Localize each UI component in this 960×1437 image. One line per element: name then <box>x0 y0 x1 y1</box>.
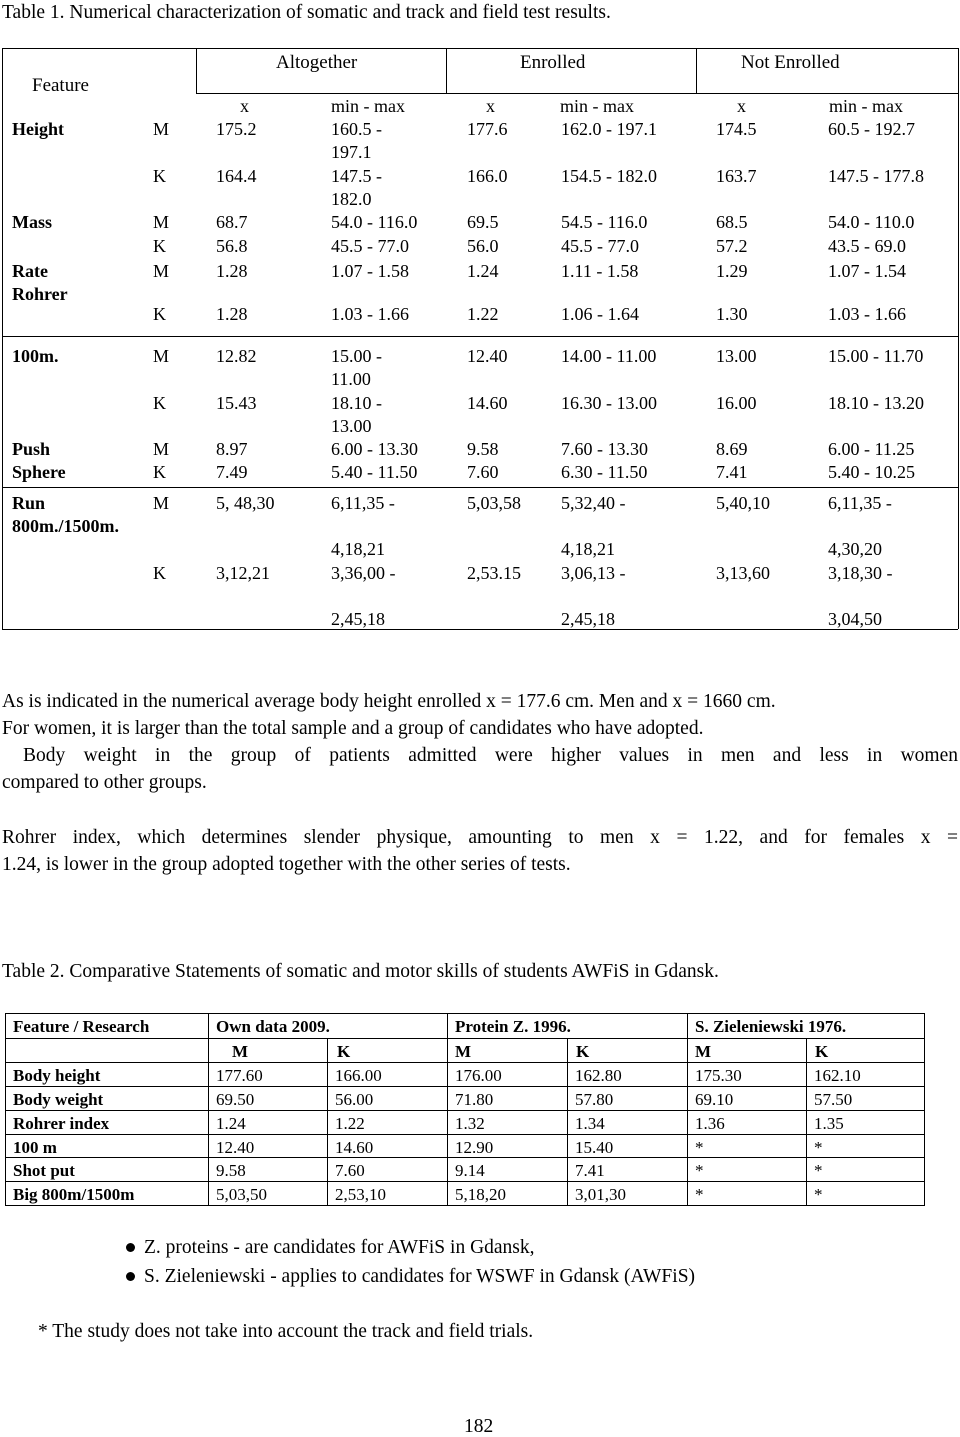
table-cell: 5.40 - 10.25 <box>828 462 915 482</box>
table-cell: 163.7 <box>716 166 757 186</box>
table-cell: 18.10 - <box>331 393 382 413</box>
table-cell: 60.5 - 192.7 <box>828 119 915 139</box>
row-feature-label: Rate <box>12 261 48 281</box>
table-cell: 54.5 - 116.0 <box>561 212 648 232</box>
bullet-item <box>0 1234 960 1262</box>
table-cell: 1.24 <box>467 261 499 281</box>
table2-cell: 7.41 <box>575 1161 605 1180</box>
table-cell: 16.30 - 13.00 <box>561 393 657 413</box>
table-cell: 43.5 - 69.0 <box>828 236 906 256</box>
table-cell: 1.07 - 1.58 <box>331 261 409 281</box>
table-cell: 45.5 - 77.0 <box>561 236 639 256</box>
row-feature-label: Height <box>12 119 64 139</box>
table2-cell: 57.80 <box>575 1090 614 1109</box>
table-cell: 6,11,35 - <box>828 493 892 513</box>
table-cell: 7.60 - 13.30 <box>561 439 648 459</box>
table-cell: 57.2 <box>716 236 748 256</box>
row-sex-label: M <box>153 119 170 139</box>
table-cell: 11.00 <box>331 369 371 389</box>
row-sex-label: M <box>153 346 170 366</box>
bullet-text: Z. proteins - are candidates for AWFiS in Gdansk, <box>144 1237 535 1258</box>
table2-cell: 69.50 <box>216 1090 255 1109</box>
table2-row-label: 100 m <box>13 1138 57 1157</box>
table2-cell: 1.22 <box>335 1114 365 1133</box>
row-sex-label: M <box>153 493 170 513</box>
table-cell: 1.11 - 1.58 <box>561 261 639 281</box>
table-cell: 1.22 <box>467 304 499 324</box>
table2-cell: 9.58 <box>216 1161 246 1180</box>
table-border <box>924 1013 925 1206</box>
table-cell: 147.5 - <box>331 166 382 186</box>
table-cell: 5,32,40 - <box>561 493 626 513</box>
table1-caption: Table 1. Numerical characterization of somatic and track and field test results. <box>2 2 611 23</box>
table-border <box>806 1038 807 1206</box>
table2-cell: * <box>695 1161 704 1180</box>
table-cell: 5, 48,30 <box>216 493 275 513</box>
row-feature-label: 800m./1500m. <box>12 516 119 536</box>
table-cell: 175.2 <box>216 119 257 139</box>
table2-cell: 14.60 <box>335 1138 374 1157</box>
row-sex-label: K <box>153 236 166 256</box>
bullet-icon <box>126 1243 135 1252</box>
table-cell: 12.82 <box>216 346 257 366</box>
table2-cell: 69.10 <box>695 1090 734 1109</box>
table-cell: 13.00 <box>716 346 757 366</box>
table2-row-label: Big 800m/1500m <box>13 1185 135 1204</box>
row-sex-label: K <box>153 166 166 186</box>
table-cell: 15.00 - <box>331 346 382 366</box>
table-cell: 69.5 <box>467 212 499 232</box>
table-cell: 160.5 - <box>331 119 382 139</box>
table-cell: 4,18,21 <box>561 539 615 559</box>
table-border <box>5 1013 6 1206</box>
row-feature-label: Push <box>12 439 51 459</box>
table2-subheader: K <box>576 1042 590 1061</box>
table2-cell: 9.14 <box>455 1161 485 1180</box>
paragraph-line: compared to other groups. <box>2 772 207 793</box>
table2-cell: 1.35 <box>814 1114 844 1133</box>
bullet-text: S. Zieleniewski - applies to candidates for WSWF in Gdansk (AWFiS) <box>144 1266 696 1287</box>
table2-cell: 1.34 <box>575 1114 605 1133</box>
table-cell: 1.06 - 1.64 <box>561 304 639 324</box>
table-border <box>5 1110 924 1111</box>
row-sex-label: K <box>153 563 166 583</box>
table2-cell: 175.30 <box>695 1066 742 1085</box>
row-sex-label: M <box>153 439 170 459</box>
row-sex-label: M <box>153 261 170 281</box>
table2-cell: 1.32 <box>455 1114 485 1133</box>
table-border <box>687 1013 688 1206</box>
table2-cell: * <box>695 1138 704 1157</box>
row-sex-label: K <box>153 304 166 324</box>
table-cell: 8.97 <box>216 439 248 459</box>
table-cell: 6.00 - 11.25 <box>828 439 915 459</box>
table2-subheader: M <box>455 1042 472 1061</box>
table-cell: 1.07 - 1.54 <box>828 261 906 281</box>
table-cell: 56.8 <box>216 236 248 256</box>
table2-cell: * <box>695 1185 704 1204</box>
table-border <box>208 1013 209 1206</box>
footnote: * The study does not take into account the track and field trials. <box>38 1321 534 1342</box>
table-border <box>447 1013 448 1206</box>
table-border <box>5 1062 924 1063</box>
table-cell: 6.00 - 13.30 <box>331 439 418 459</box>
table-cell: 4,30,20 <box>828 539 882 559</box>
table-border <box>5 1205 924 1206</box>
table-cell: 1.28 <box>216 261 248 281</box>
table2-cell: 12.40 <box>216 1138 255 1157</box>
table-cell: 8.69 <box>716 439 748 459</box>
table-cell: 3,06,13 - <box>561 563 626 583</box>
table-cell: 166.0 <box>467 166 508 186</box>
table2-cell: 1.24 <box>216 1114 246 1133</box>
table2-cell: 3,01,30 <box>575 1185 626 1204</box>
table-cell: 174.5 <box>716 119 757 139</box>
table-cell: 177.6 <box>467 119 508 139</box>
table-cell: 1.03 - 1.66 <box>828 304 906 324</box>
table2-cell: 1.36 <box>695 1114 725 1133</box>
table1-group-header: Not Enrolled <box>741 52 840 73</box>
paragraph-line: As is indicated in the numerical average body height enrolled x = 177.6 cm. Men and x = 1660 cm. <box>2 691 776 712</box>
table-cell: 5,40,10 <box>716 493 770 513</box>
table-cell: 13.00 <box>331 416 372 436</box>
table-cell: 5,03,58 <box>467 493 521 513</box>
table1-subheader: min - max <box>560 96 634 116</box>
table2-cell: 15.40 <box>575 1138 614 1157</box>
table2-subheader: K <box>337 1042 351 1061</box>
table2-cell: 2,53,10 <box>335 1185 386 1204</box>
table-cell: 3,04,50 <box>828 609 882 629</box>
table2-cell: 71.80 <box>455 1090 494 1109</box>
table2-header: Own data 2009. <box>216 1017 330 1036</box>
bullet-list <box>0 1234 960 1294</box>
table-border <box>327 1038 328 1206</box>
table-cell: 2,53.15 <box>467 563 521 583</box>
table-cell: 18.10 - 13.20 <box>828 393 924 413</box>
table2-row-label: Rohrer index <box>13 1114 110 1133</box>
table-cell: 54.0 - 110.0 <box>828 212 915 232</box>
table1-subheader: x <box>240 96 249 116</box>
table-cell: 12.40 <box>467 346 508 366</box>
table-cell: 6,11,35 - <box>331 493 395 513</box>
table-cell: 3,13,60 <box>716 563 770 583</box>
table2-row-label: Shot put <box>13 1161 75 1180</box>
row-sex-label: K <box>153 462 166 482</box>
table2-cell: 177.60 <box>216 1066 263 1085</box>
table-border <box>5 1038 924 1039</box>
table-cell: 68.7 <box>216 212 248 232</box>
table-cell: 197.1 <box>331 142 372 162</box>
table2-cell: 5,18,20 <box>455 1185 506 1204</box>
table-cell: 45.5 - 77.0 <box>331 236 409 256</box>
table-cell: 162.0 - 197.1 <box>561 119 657 139</box>
table-cell: 2,45,18 <box>561 609 615 629</box>
table-cell: 164.4 <box>216 166 257 186</box>
table-border <box>5 1013 924 1014</box>
paragraph-line: For women, it is larger than the total sample and a group of candidates who have adopted. <box>2 718 704 739</box>
row-feature-label: Mass <box>12 212 52 232</box>
table-cell: 7.49 <box>216 462 248 482</box>
table-border <box>5 1181 924 1182</box>
table2-header: Protein Z. 1996. <box>455 1017 571 1036</box>
table1-group-header: Altogether <box>276 52 358 73</box>
table2-cell: 176.00 <box>455 1066 502 1085</box>
row-feature-label: 100m. <box>12 346 59 366</box>
page-number: 182 <box>464 1416 494 1437</box>
table-cell: 147.5 - 177.8 <box>828 166 924 186</box>
table2-subheader: M <box>232 1042 249 1061</box>
table2-subheader: M <box>695 1042 712 1061</box>
table-border <box>5 1134 924 1135</box>
table-cell: 56.0 <box>467 236 499 256</box>
table-cell: 68.5 <box>716 212 748 232</box>
row-feature-label: Sphere <box>12 462 66 482</box>
paragraph-line: Body weight in the group of patients admitted were higher values in men and less in women <box>23 745 958 766</box>
table-border <box>567 1038 568 1206</box>
table-cell: 1.28 <box>216 304 248 324</box>
table-cell: 16.00 <box>716 393 757 413</box>
table1-subheader: min - max <box>829 96 903 116</box>
table-cell: 154.5 - 182.0 <box>561 166 657 186</box>
table-cell: 6.30 - 11.50 <box>561 462 648 482</box>
table2-cell: 162.10 <box>814 1066 861 1085</box>
table2-cell: 162.80 <box>575 1066 622 1085</box>
table-cell: 3,18,30 - <box>828 563 893 583</box>
table-cell: 4,18,21 <box>331 539 385 559</box>
table1-subheader: x <box>737 96 746 116</box>
table2-header: Feature / Research <box>13 1017 150 1036</box>
table-cell: 15.43 <box>216 393 257 413</box>
paragraph-line: 1.24, is lower in the group adopted together with the other series of tests. <box>2 854 571 875</box>
table1-subheader: x <box>486 96 495 116</box>
table2-cell: 7.60 <box>335 1161 365 1180</box>
table2-header: S. Zieleniewski 1976. <box>695 1017 847 1036</box>
table2-cell: * <box>814 1138 823 1157</box>
table-cell: 15.00 - 11.70 <box>828 346 924 366</box>
table-cell: 7.41 <box>716 462 748 482</box>
table-cell: 3,36,00 - <box>331 563 396 583</box>
table2-cell: 56.00 <box>335 1090 374 1109</box>
table-cell: 54.0 - 116.0 <box>331 212 418 232</box>
table-border <box>5 1157 924 1158</box>
table2-cell: * <box>814 1185 823 1204</box>
table2-subheader: K <box>815 1042 829 1061</box>
table-cell: 1.30 <box>716 304 748 324</box>
paragraph-line: Rohrer index, which determines slender physique, amounting to men x = 1.22, and for females x = <box>2 827 958 848</box>
table1-subheader: min - max <box>331 96 405 116</box>
table1-header-feature: Feature <box>32 75 89 96</box>
table-cell: 14.60 <box>467 393 508 413</box>
row-sex-label: M <box>153 212 170 232</box>
table1-group-header: Enrolled <box>520 52 586 73</box>
table2-caption: Table 2. Comparative Statements of somatic and motor skills of students AWFiS in Gdansk. <box>2 961 719 982</box>
table-cell: 3,12,21 <box>216 563 270 583</box>
table-cell: 7.60 <box>467 462 499 482</box>
table-cell: 1.03 - 1.66 <box>331 304 409 324</box>
row-sex-label: K <box>153 393 166 413</box>
bullet-icon <box>126 1272 135 1281</box>
table-cell: 1.29 <box>716 261 748 281</box>
table2-row-label: Body height <box>13 1066 101 1085</box>
row-feature-label: Rohrer <box>12 284 68 304</box>
table-border <box>5 1086 924 1087</box>
table2-cell: * <box>814 1161 823 1180</box>
table2-cell: 5,03,50 <box>216 1185 267 1204</box>
table2-cell: 166.00 <box>335 1066 382 1085</box>
table-cell: 5.40 - 11.50 <box>331 462 418 482</box>
bullet-item <box>0 1263 960 1291</box>
table-cell: 182.0 <box>331 189 372 209</box>
table-cell: 9.58 <box>467 439 499 459</box>
table-cell: 2,45,18 <box>331 609 385 629</box>
table-cell: 14.00 - 11.00 <box>561 346 657 366</box>
table2-cell: 57.50 <box>814 1090 853 1109</box>
table2-cell: 12.90 <box>455 1138 494 1157</box>
row-feature-label: Run <box>12 493 46 513</box>
table2-row-label: Body weight <box>13 1090 104 1109</box>
